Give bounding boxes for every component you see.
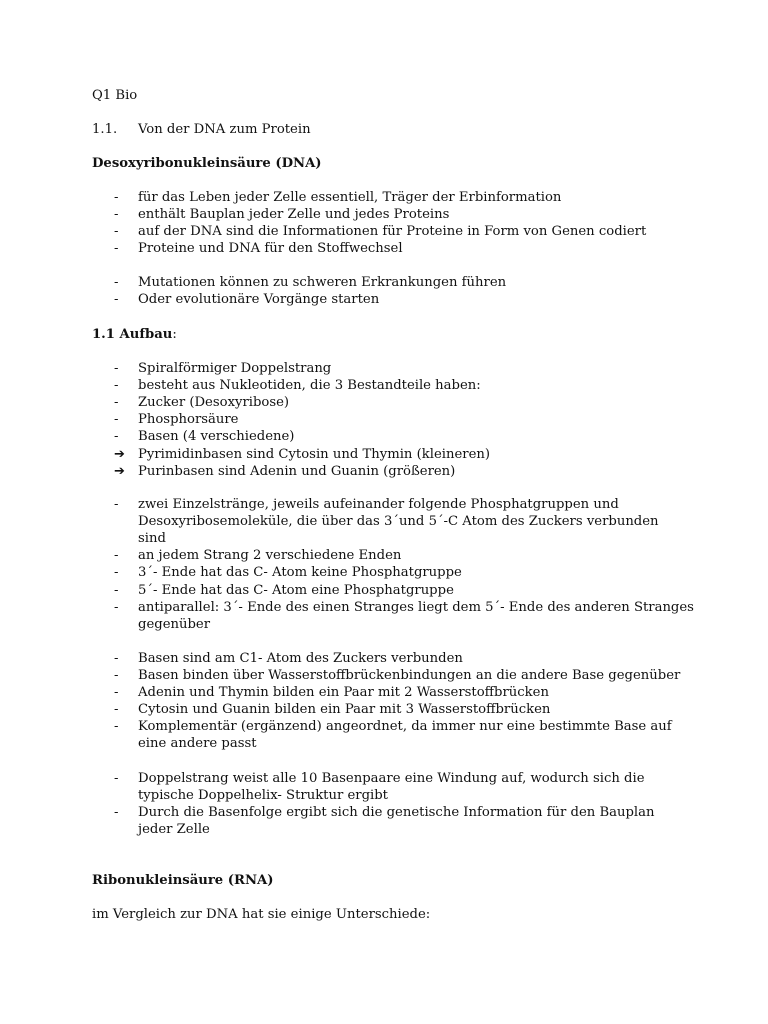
list-item-text: antiparallel: 3´- Ende des einen Stranges liegt dem 5´- Ende des anderen Stranges [138, 599, 694, 615]
heading-aufbau-text: 1.1 Aufbau [92, 327, 173, 342]
list-item-text: Zucker (Desoxyribose) [138, 395, 290, 411]
bullet-marker: - [114, 702, 119, 718]
bullet-marker: - [114, 685, 119, 701]
list-item-text: jeder Zelle [138, 822, 210, 838]
heading-rna: Ribonukleinsäure (RNA) [92, 873, 274, 888]
list-item-text: zwei Einzelstränge, jeweils aufeinander folgende Phosphatgruppen und [138, 497, 619, 512]
section-number: 1.1. [92, 122, 118, 137]
list-item-text: Durch die Basenfolge ergibt sich die genetische Information für den Bauplan [138, 805, 655, 821]
bullet-marker: - [114, 565, 119, 581]
list-item-text: auf der DNA sind die Informationen für Proteine in Form von Genen codiert [138, 224, 647, 240]
list-item-text: Phosphorsäure [138, 412, 239, 428]
list-item-text: Spiralförmiger Doppelstrang [138, 361, 332, 376]
list-item-text: typische Doppelhelix- Struktur ergibt [138, 788, 388, 804]
list-item-text: sind [138, 531, 166, 547]
list-item-text: Pyrimidinbasen sind Cytosin und Thymin (kleineren) [138, 446, 491, 462]
bullet-marker: - [114, 429, 119, 445]
rna-intro: im Vergleich zur DNA hat sie einige Unterschiede: [92, 907, 431, 922]
list-item-text: Basen (4 verschiedene) [138, 429, 295, 445]
bullet-marker: - [114, 378, 119, 394]
list-item-text: enthält Bauplan jeder Zelle und jedes Proteins [138, 207, 450, 223]
list-item-text: 3´- Ende hat das C- Atom keine Phosphatgruppe [138, 565, 462, 581]
bullet-marker: - [114, 582, 119, 598]
list-item-text: Oder evolutionäre Vorgänge starten [138, 292, 380, 308]
arrow-icon: ➔ [114, 446, 125, 462]
list-item-text: gegenüber [138, 616, 211, 632]
bullet-marker: - [114, 361, 119, 376]
bullet-marker: - [114, 668, 119, 684]
heading-dna: Desoxyribonukleinsäure (DNA) [92, 156, 322, 171]
list-item-text: besteht aus Nukleotiden, die 3 Bestandteile haben: [138, 378, 481, 394]
bullet-marker: - [114, 805, 119, 821]
list-item-text: Adenin und Thymin bilden ein Paar mit 2 Wasserstoffbrücken [138, 685, 549, 701]
list-item-text: Purinbasen sind Adenin und Guanin (größeren) [138, 463, 456, 479]
heading-aufbau-colon: : [172, 327, 177, 342]
bullet-marker: - [114, 275, 119, 290]
bullet-marker: - [114, 412, 119, 428]
list-item-text: für das Leben jeder Zelle essentiell, Träger der Erbinformation [138, 190, 562, 205]
list-item-text: Proteine und DNA für den Stoffwechsel [138, 241, 403, 257]
bullet-marker: - [114, 719, 119, 735]
list-item-text: 5´- Ende hat das C- Atom eine Phosphatgruppe [138, 582, 454, 598]
list-item-text: Doppelstrang weist alle 10 Basenpaare eine Windung auf, wodurch sich die [138, 771, 645, 786]
arrow-icon: ➔ [114, 463, 125, 479]
list-item-text: Cytosin und Guanin bilden ein Paar mit 3 Wasserstoffbrücken [138, 702, 551, 718]
list-item-text: Basen binden über Wasserstoffbrückenbindungen an die andere Base gegenüber [138, 668, 681, 684]
bullet-marker: - [114, 497, 119, 512]
list-item-text: Desoxyribosemoleküle, die über das 3´und 5´-C Atom des Zuckers verbunden [138, 514, 659, 530]
bullet-marker: - [114, 548, 119, 564]
bullet-marker: - [114, 190, 119, 205]
list-item-text: eine andere passt [138, 736, 257, 752]
list-item-text: an jedem Strang 2 verschiedene Enden [138, 548, 402, 564]
bullet-marker: - [114, 241, 119, 257]
list-item-text: Basen sind am C1- Atom des Zuckers verbunden [138, 651, 463, 666]
bullet-marker: - [114, 651, 119, 666]
bullet-marker: - [114, 292, 119, 308]
bullet-marker: - [114, 771, 119, 786]
document-title: Q1 Bio [92, 88, 138, 103]
bullet-marker: - [114, 224, 119, 240]
bullet-marker: - [114, 207, 119, 223]
heading-aufbau [92, 326, 177, 343]
bullet-marker: - [114, 395, 119, 411]
bullet-marker: - [114, 599, 119, 615]
section-title: Von der DNA zum Protein [138, 122, 311, 137]
list-item-text: Mutationen können zu schweren Erkrankungen führen [138, 275, 507, 290]
list-item-text: Komplementär (ergänzend) angeordnet, da immer nur eine bestimmte Base auf [138, 719, 672, 735]
section-heading [0, 121, 768, 138]
